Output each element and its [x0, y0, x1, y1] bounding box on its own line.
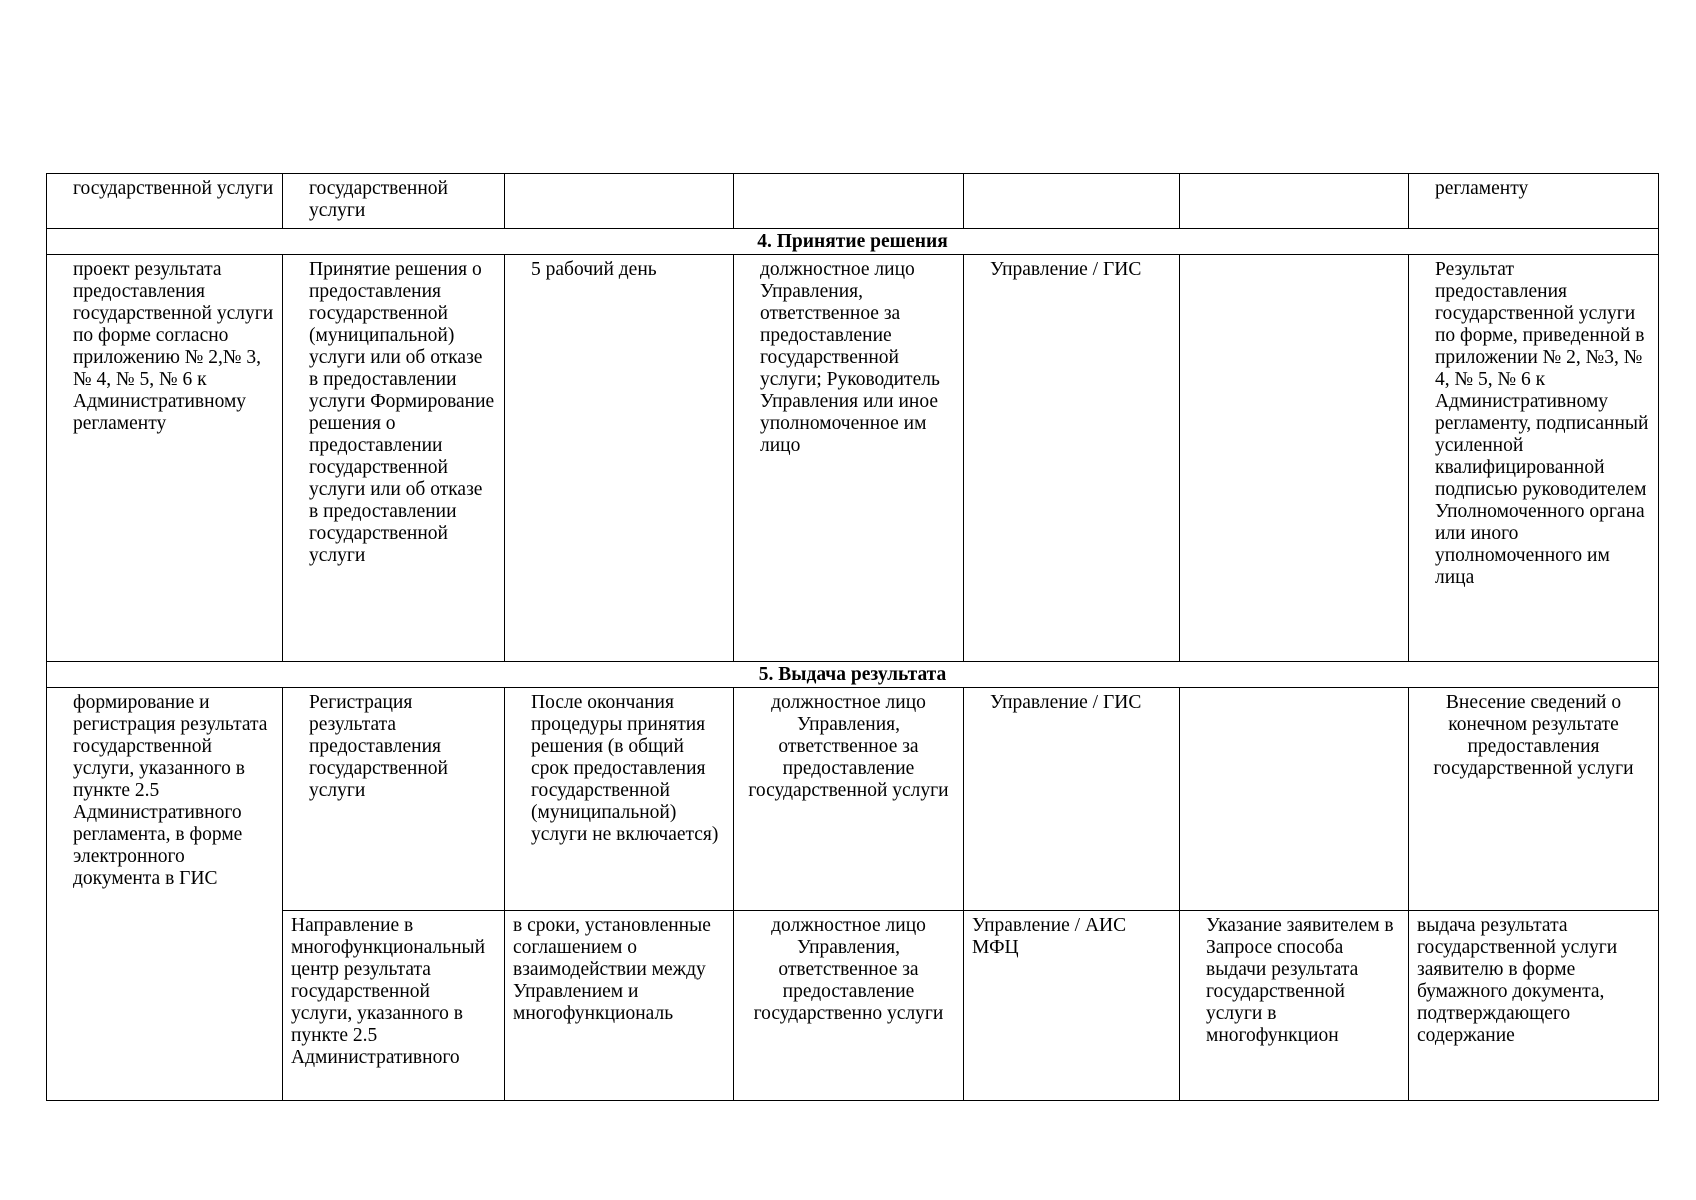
- table-cell: государственной услуги: [47, 174, 283, 229]
- table-cell: проект результата предоставления государственной услуги по форме согласно приложению № 2,№ 3, № 4, № 5, № 6 к Административному регламенту: [47, 255, 283, 662]
- table-cell: Регистрация результата предоставления государственной услуги: [283, 688, 505, 911]
- table-cell: формирование и регистрация результата государственной услуги, указанного в пункте 2.5 Административного регламента, в форме электронного документа в ГИС: [47, 688, 283, 1101]
- table-cell: должностное лицо Управления, ответственное за предоставление государственно услуги: [734, 911, 964, 1101]
- table-cell: государственной услуги: [283, 174, 505, 229]
- table-cell: должностное лицо Управления, ответственное за предоставление государственной услуги; Руководитель Управления или иное уполномоченное им лицо: [734, 255, 964, 662]
- table-cell: Внесение сведений о конечном результате предоставления государственной услуги: [1409, 688, 1659, 911]
- table-row: [47, 255, 1659, 662]
- table-row: [47, 174, 1659, 229]
- table-cell: Управление / ГИС: [964, 255, 1180, 662]
- table-cell: регламенту: [1409, 174, 1659, 229]
- section-row: [47, 229, 1659, 255]
- table-cell: в сроки, установленные соглашением о взаимодействии между Управлением и многофункциональ: [505, 911, 734, 1101]
- table-cell: [1180, 688, 1409, 911]
- table-row: [47, 688, 1659, 911]
- table-cell: Указание заявителем в Запросе способа выдачи результата государственной услуги в многофункцион: [1180, 911, 1409, 1101]
- table-cell: [1180, 174, 1409, 229]
- table-cell: После окончания процедуры принятия решения (в общий срок предоставления государственной (муниципальной) услуги не включается): [505, 688, 734, 911]
- table-cell: Управление / АИС МФЦ: [964, 911, 1180, 1101]
- table-cell: Принятие решения о предоставления государственной (муниципальной) услуги или об отказе в предоставлении услуги Формирование решения о предоставлении государственной услуги или об отказе в предоставлении государственной услуги: [283, 255, 505, 662]
- table-cell: Направление в многофункциональный центр результата государственной услуги, указанного в пункте 2.5 Административного: [283, 911, 505, 1101]
- table-cell: выдача результата государственной услуги заявителю в форме бумажного документа, подтверждающего содержание: [1409, 911, 1659, 1101]
- table-cell: Результат предоставления государственной услуги по форме, приведенной в приложении № 2, №3, № 4, № 5, № 6 к Административному регламенту, подписанный усиленной квалифицированной подписью руководителем Уполномоченного органа или иного уполномоченного им лица: [1409, 255, 1659, 662]
- table-cell: [964, 174, 1180, 229]
- section-heading: 4. Принятие решения: [47, 229, 1659, 255]
- table-cell: Управление / ГИС: [964, 688, 1180, 911]
- table-cell: 5 рабочий день: [505, 255, 734, 662]
- section-row: [47, 662, 1659, 688]
- procedure-table: [46, 173, 1659, 1101]
- table-cell: [734, 174, 964, 229]
- table-cell: [1180, 255, 1409, 662]
- table-cell: [505, 174, 734, 229]
- table-row: [47, 911, 1659, 1101]
- section-heading: 5. Выдача результата: [47, 662, 1659, 688]
- table-cell: должностное лицо Управления, ответственное за предоставление государственной услуги: [734, 688, 964, 911]
